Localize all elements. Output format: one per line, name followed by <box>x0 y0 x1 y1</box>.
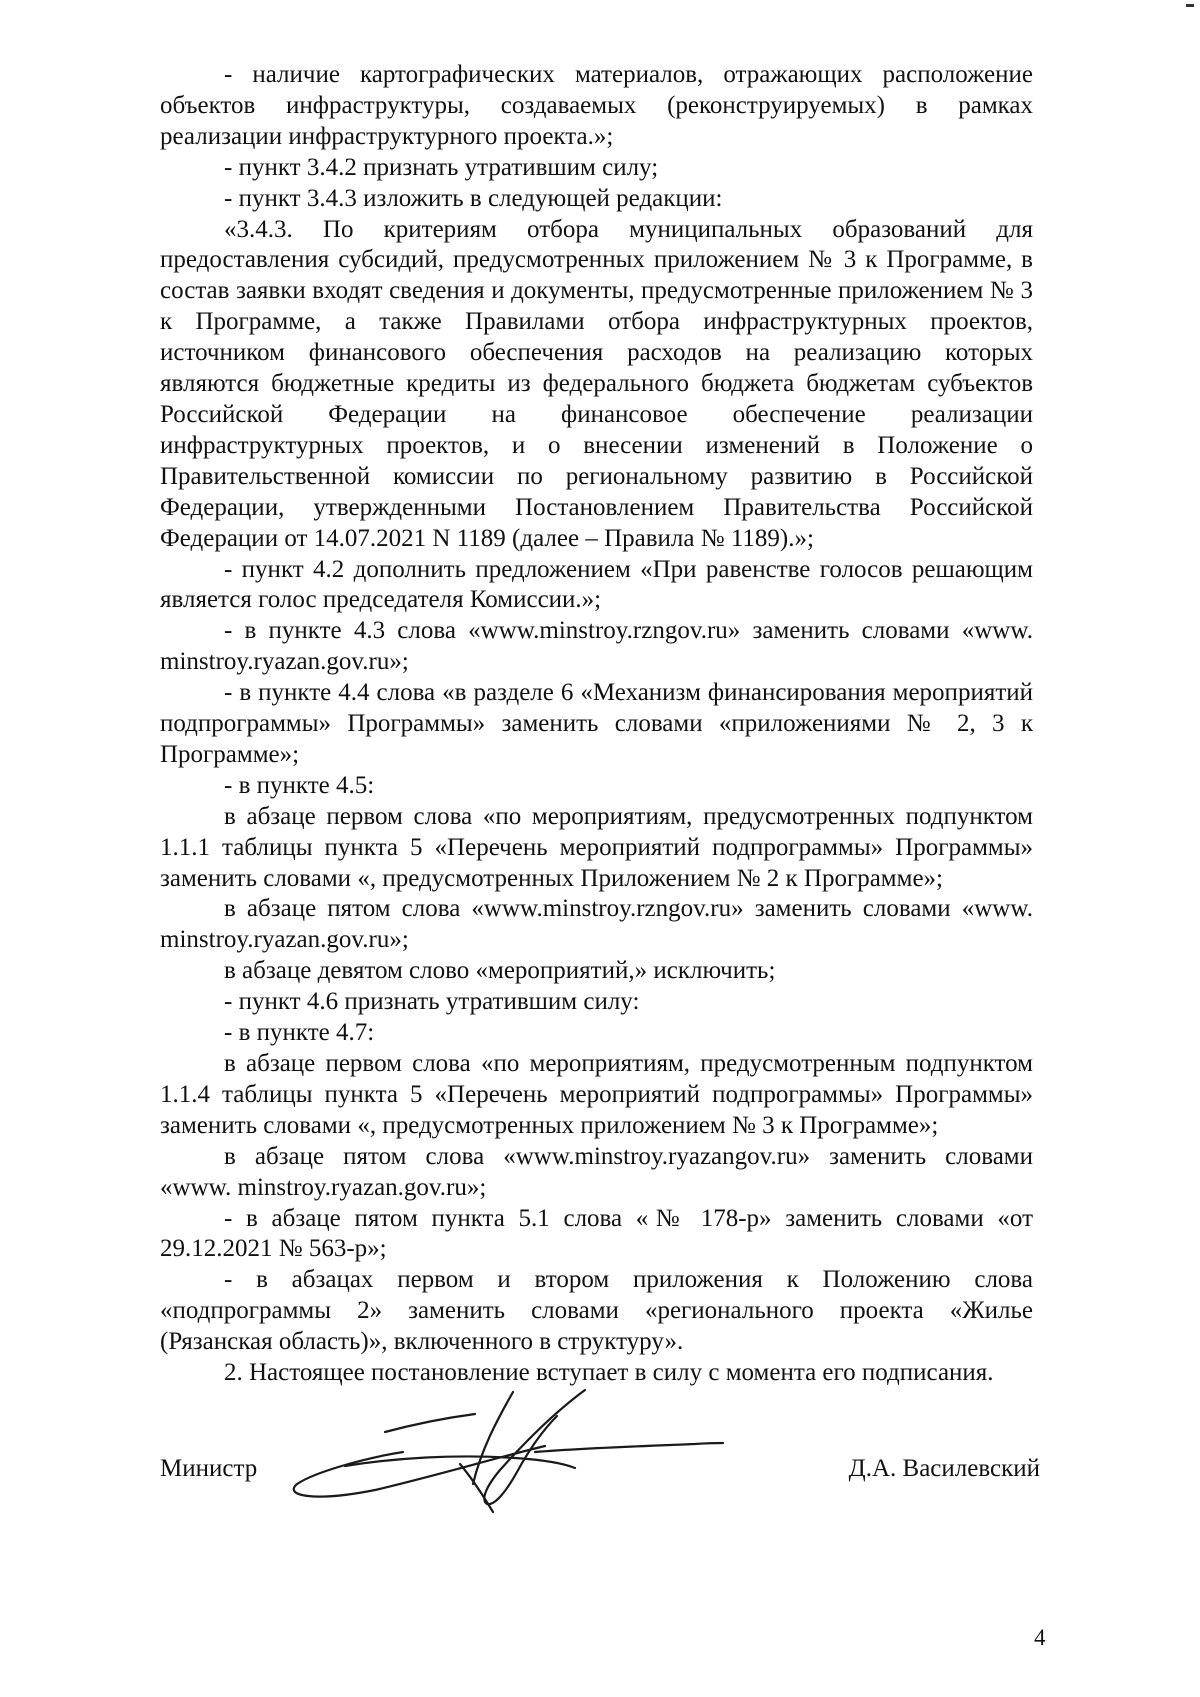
document-body <box>160 60 1033 1389</box>
handwritten-signature <box>285 1372 725 1522</box>
paragraph: 2. Настоящее постановление вступает в силу с момента его подписания. <box>224 1359 994 1387</box>
paragraph: - пункт 3.4.2 признать утратившим силу; <box>224 153 659 181</box>
paragraph: - в пункте 4.4 слова «в разделе 6 «Механизм финансирования мероприятий подпрограммы» Программы» заменить словами «приложениями № 2, 3 к Программе»; <box>160 679 1033 768</box>
signatory-name: Д.А. Василевский <box>848 1455 1040 1482</box>
paragraph: в абзаце первом слова «по мероприятиям, предусмотренным подпунктом 1.1.4 таблицы пункта 5 «Перечень мероприятий подпрограммы» Программы» заменить словами «, предусмотренных приложением № 3 к Программе»; <box>160 1050 1033 1139</box>
paragraph: - наличие картографических материалов, отражающих расположение объектов инфраструктуры, создаваемых (реконструируемых) в рамках реализации инфраструктурного проекта.»; <box>160 61 1033 150</box>
paragraph: «3.4.3. По критериям отбора муниципальных образований для предоставления субсидий, предусмотренных приложением № 3 к Программе, в состав заявки входят сведения и документы, предусмотренные приложением № 3 к Программе, а также Правилами отбора инфраструктурных проектов, источником финансового обеспечения расходов на реализацию которых являются бюджетные кредиты из федерального бюджета бюджетам субъектов Российской Федерации на финансовое обеспечение реализации инфраструктурных проектов, и о внесении изменений в Положение о Правительственной комиссии по региональному развитию в Российской Федерации, утвержденными Постановлением Правительства Российской Федерации от 14.07.2021 N 1189 (далее – Правила № 1189).»; <box>160 215 1033 552</box>
signatory-title: Министр <box>160 1455 258 1482</box>
page-number: 4 <box>1034 1625 1046 1650</box>
paragraph: - в абзаце пятом пункта 5.1 слова «№ 178-р» заменить словами «от 29.12.2021 № 563-р»; <box>160 1204 1033 1263</box>
paragraph: - пункт 3.4.3 изложить в следующей редакции: <box>224 184 723 212</box>
paragraph: - пункт 4.2 дополнить предложением «При равенстве голосов решающим является голос председателя Комиссии.»; <box>160 555 1033 614</box>
paragraph: - в пункте 4.5: <box>224 771 375 799</box>
paragraph: в абзаце пятом слова «www.minstroy.rzngov.ru» заменить словами «www. minstroy.ryazan.gov.ru»; <box>160 895 1033 954</box>
scan-mark <box>1186 4 1194 7</box>
paragraph: - в пункте 4.7: <box>224 1019 375 1047</box>
paragraph: - в абзацах первом и втором приложения к Положению слова «подпрограммы 2» заменить словами «регионального проекта «Жилье (Рязанская область)», включенного в структуру». <box>160 1266 1033 1356</box>
paragraph: - пункт 4.6 признать утратившим силу: <box>224 988 640 1016</box>
paragraph: в абзаце пятом слова «www.minstroy.ryazangov.ru» заменить словами «www. minstroy.ryazan.gov.ru»; <box>160 1142 1033 1201</box>
paragraph: в абзаце девятом слово «мероприятий,» исключить; <box>224 957 776 985</box>
paragraph: - в пункте 4.3 слова «www.minstroy.rzngov.ru» заменить словами «www. minstroy.ryazan.gov.ru»; <box>160 617 1033 676</box>
paragraph: в абзаце первом слова «по мероприятиям, предусмотренных подпунктом 1.1.1 таблицы пункта 5 «Перечень мероприятий подпрограммы» Программы» заменить словами «, предусмотренных Приложением № 2 к Программе»; <box>160 802 1033 892</box>
